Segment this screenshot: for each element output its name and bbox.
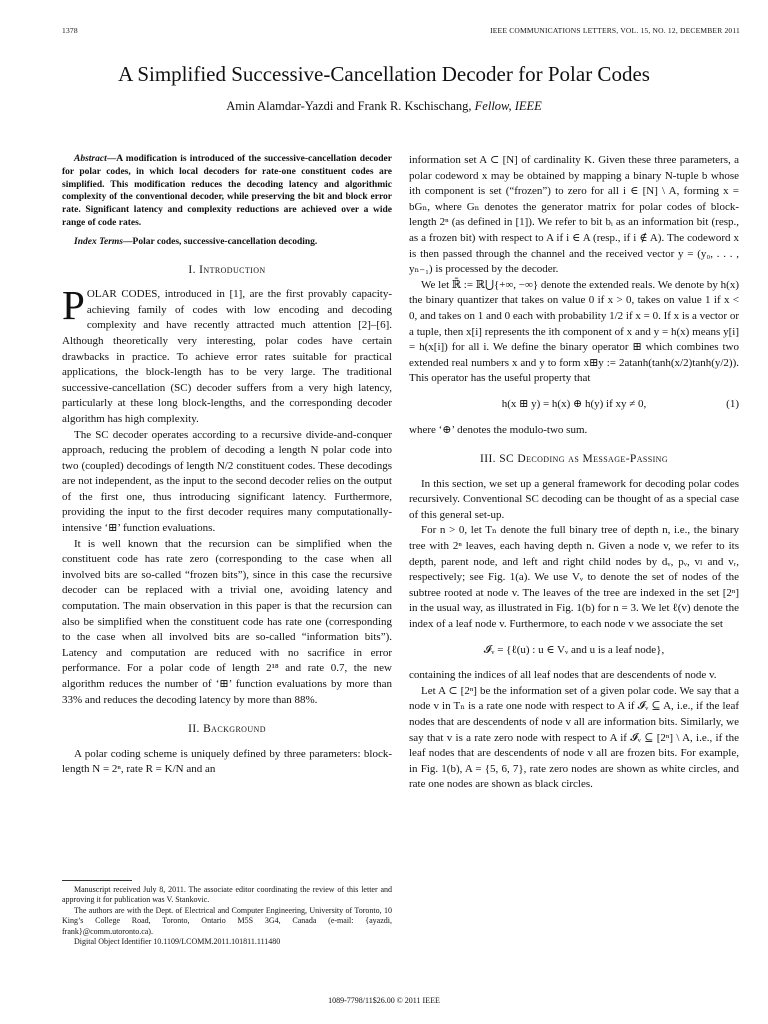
equation-2-body: 𝓘ᵥ = {ℓ(u) : u ∈ Vᵥ and u is a leaf node}, — [483, 643, 665, 656]
footnote-doi: Digital Object Identifier 10.1109/LCOMM.2011.101811.111480 — [74, 937, 281, 947]
footnote — [62, 885, 392, 947]
section-heading-sc-decoding: III. SC Decoding as Message-Passing — [479, 453, 669, 466]
author-title: Fellow, IEEE — [474, 99, 542, 113]
drop-cap: P — [62, 282, 85, 329]
section-heading-background: II. Background — [188, 723, 266, 736]
index-terms-label: Index Terms — [74, 236, 124, 247]
sc-paragraph-1: In this section, we set up a general framework for decoding polar codes recursively. Conventional SC decoding can be thought of as a special case of this general set-up. — [409, 477, 739, 521]
abstract — [62, 153, 392, 230]
index-terms-text: —Polar codes, successive-cancellation decoding. — [123, 236, 318, 247]
author-line — [40, 99, 728, 114]
equation-1-number: (1) — [726, 397, 739, 410]
left-column — [62, 153, 392, 778]
background-paragraph-2: We let ℝ̄ := ℝ⋃{+∞, −∞} denote the extended reals. We denote by h(x) the binary quantizer that takes on value 0 if x > 0, takes on value 1 if x < 0, and takes on 1 and 0 each with probability 1/2 if x = 0. If x is a vector or a tuple, then x[i] represents the ith component of x and y = h(x) means y[i] = h(x[i]) for all i. We define the binary operator ⊞ which combines two extended real numbers x and y to form x⊞y := 2atanh(tanh(x/2)tanh(y/2)). This operator has the useful property that — [409, 278, 740, 385]
authors: Amin Alamdar-Yazdi and Frank R. Kschischang, — [226, 99, 472, 113]
background-paragraph-1: A polar coding scheme is uniquely defined by three parameters: block-length N = 2ⁿ, rate R = K/N and an — [62, 747, 392, 776]
equation-1-body: h(x ⊞ y) = h(x) ⊕ h(y) if xy ≠ 0, — [501, 397, 647, 410]
footnote-received: Manuscript received July 8, 2011. The associate editor coordinating the review of this letter and approving it for publication was V. Stankovic. — [62, 885, 392, 905]
index-terms — [62, 236, 392, 249]
right-column — [409, 153, 739, 793]
equation-1 — [409, 397, 739, 413]
footnote-affiliation: The authors are with the Dept. of Electrical and Computer Engineering, University of Toronto, 10 King’s College Road, Toronto, Ontario M5S 3G4, Canada (e-mail: {ayazdi, frank}@comm.utoronto.ca). — [62, 905, 392, 936]
background-paragraph-1-continued: information set A ⊂ [N] of cardinality K. Given these three parameters, a polar codeword x may be obtained by mapping a binary N-tuple b whose ith component is set (“frozen”) to zero for all i ∈ [N] \ A, forming x = bGₙ, where Gₙ denotes the generator matrix for polar codes of block-length 2ⁿ (as defined in [1]). We refer to bit bᵢ as an information bit (resp., as a frozen bit) with respect to A if i ∈ A (resp., if i ∉ A). The codeword x is then passed through the channel and the received vector y = (y₀, . . . , yₙ₋₁) is processed by the decoder. — [409, 154, 739, 276]
paper-title: A Simplified Successive-Cancellation Decoder for Polar Codes — [118, 62, 650, 86]
footnote-rule — [62, 880, 132, 881]
running-header — [62, 26, 740, 38]
journal-name: IEEE COMMUNICATIONS LETTERS, VOL. 15, NO. 12, DECEMBER 2011 — [490, 26, 740, 35]
sc-paragraph-4: Let A ⊂ [2ⁿ] be the information set of a given polar code. We say that a node v in Tₙ is a rate one node with respect to A if 𝓘ᵥ ⊆ A, i.e., if the leaf nodes that are descendents of node v all are information bits. Similarly, we say that v is a rate zero node with respect to A if 𝓘ᵥ ⊆ [2ⁿ] \ A, i.e., if the leaf nodes that are descendents of node v all are frozen bits. For example, in Fig. 1(b), A = {5, 6, 7}, rate zero nodes are shown as white circles, and rate one nodes are shown as black circles. — [409, 684, 739, 791]
background-paragraph-3: where ‘⊕’ denotes the modulo-two sum. — [409, 423, 588, 436]
intro-paragraph-2: The SC decoder operates according to a recursive divide-and-conquer approach, reducing the problem of decoding a length N polar code into two (coupled) decodings of length N/2 constituent codes. These decodings are not independent, as the input to the second decoder relies on the output of the first one, thus introducing significant latency. Furthermore, providing the input to the first decoder requires many computationally-intensive ‘⊞’ function evaluations. — [62, 428, 392, 535]
intro-paragraph-1 — [62, 282, 392, 427]
equation-2 — [409, 643, 739, 659]
page-number: 1378 — [62, 26, 78, 35]
abstract-text: —A modification is introduced of the successive-cancellation decoder for polar codes, in which local decoders for rate-one constituent codes are simplified. This modification reduces the decoding latency and algorithmic complexity of the conventional decoder, while preserving the bit and block error rate. Significant latency and complexity reductions are achieved over a wide range of code rates. — [62, 154, 392, 228]
section-heading-introduction: I. Introduction — [188, 263, 266, 276]
sc-paragraph-3: containing the indices of all leaf nodes that are descendents of node v. — [409, 669, 717, 682]
intro-paragraph-1-text: OLAR CODES, introduced in [1], are the first provably capacity-achieving family of codes with low encoding and decoding complexity and have recently attracted much attention [2]–[6]. Although theoretically very interesting, polar codes have certain drawbacks in practice. To achieve error rates suitable for practical applications, the block-length has to be very large. The traditional successive-cancellation (SC) decoder suffers from a very high latency, particularly at these long block-lengths, and the corresponding decoder algorithm has high complexity. — [62, 288, 392, 425]
intro-paragraph-3: It is well known that the recursion can be simplified when the constituent code has rate zero (corresponding to the case when all involved bits are so-called “frozen bits”), since in this case the recursive decoder can be replaced with a trivial one, avoiding latency and computation. The main observation in this paper is that the recursion can also be simplified when the constituent code has rate one (corresponding to the case when all involved bits are so-called “information bits”). Latency and computation are reduced with no sacrifice in error performance. For a polar code of length 2¹⁸ and rate 0.7, the new algorithm reduces the number of ‘⊞’ function evaluations by more than 33% and reduces the decoding latency by more than 88%. — [62, 537, 392, 706]
copyright-footer: 1089-7798/11$26.00 © 2011 IEEE — [328, 996, 440, 1005]
sc-paragraph-2: For n > 0, let Tₙ denote the full binary tree of depth n, i.e., the binary tree with 2ⁿ leaves, each having depth n. Given a node v, we refer to its depth, parent node, and left and right child nodes by dᵥ, pᵥ, vₗ and vᵣ, respectively; see Fig. 1(a). We use Vᵥ to denote the set of nodes of the subtree rooted at node v. The leaves of the tree are indexed in the set [2ⁿ] in the usual way, as illustrated in Fig. 1(b) for n = 3. We let ℓ(v) denote the index of a leaf node v. Furthermore, to each node v we associate the set — [409, 524, 739, 631]
abstract-label: Abstract — [74, 154, 107, 164]
